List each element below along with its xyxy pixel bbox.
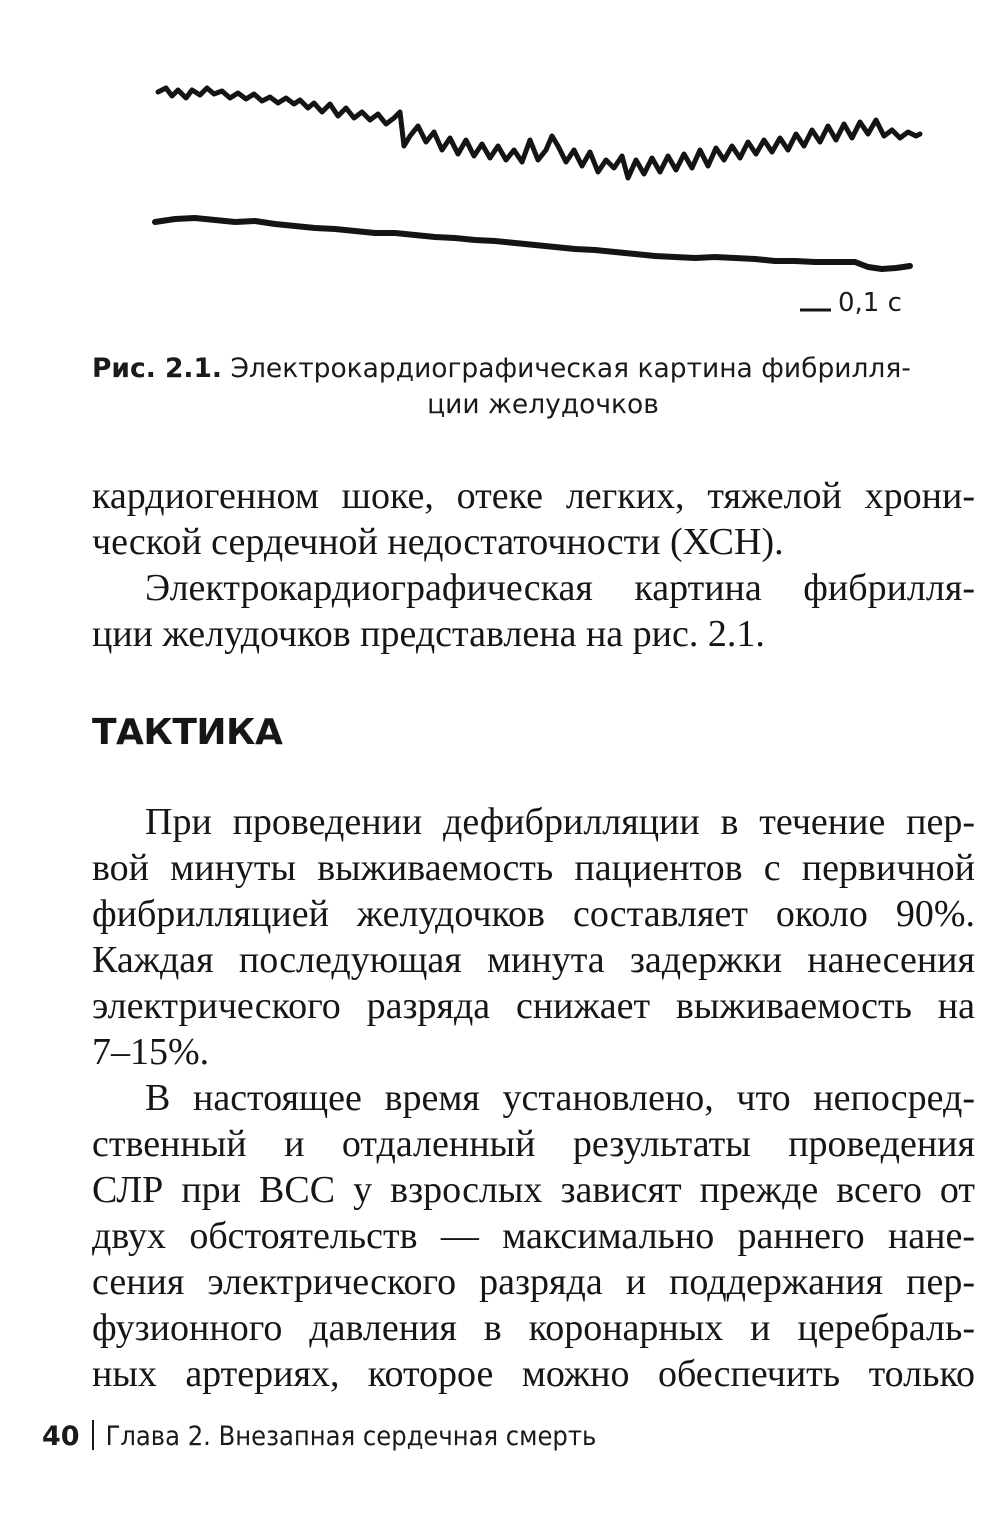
page-footer (42, 1420, 596, 1452)
section-heading: ТАКТИКА (92, 712, 283, 753)
caption-text-1: Электрокардиографическая картина фибрилля- (230, 353, 911, 384)
time-scale-label: 0,1 с (838, 288, 902, 318)
paragraph-4-line-5: сения электрического разряда и поддержания пер- (92, 1261, 975, 1303)
caption-line-1 (92, 351, 982, 387)
ecg-figure (0, 0, 1000, 340)
paragraph-4-line-2: ственный и отдаленный результаты проведения (92, 1123, 975, 1165)
paragraph-3-line-2: вой минуты выживаемость пациентов с первичной (92, 847, 975, 889)
figure-caption (92, 351, 982, 423)
paragraph-4-line-4: двух обстоятельств — максимально раннего нане- (92, 1215, 975, 1257)
caption-line-2: ции желудочков (427, 389, 659, 420)
paragraph-3-line-6: 7–15%. (92, 1031, 210, 1073)
paragraph-4-line-1: В настоящее время установлено, что непосред- (145, 1077, 975, 1119)
ecg-trace-lower (155, 218, 910, 269)
paragraph-4-line-7: ных артериях, которое можно обеспечить только (92, 1353, 975, 1395)
paragraph-1-line-1: кардиогенном шоке, отеке легких, тяжелой хрони- (92, 475, 975, 517)
caption-label: Рис. 2.1. (92, 353, 223, 384)
paragraph-4-line-3: СЛР при ВСС у взрослых зависят прежде всего от (92, 1169, 975, 1211)
chapter-title: Глава 2. Внезапная сердечная смерть (105, 1421, 597, 1452)
paragraph-3-line-1: При проведении дефибрилляции в течение пер- (145, 801, 975, 843)
footer-divider (92, 1420, 94, 1450)
ecg-trace-upper (158, 88, 920, 178)
paragraph-3-line-4: Каждая последующая минута задержки нанесения (92, 939, 975, 981)
paragraph-2-line-1: Электрокардиографическая картина фибрилля- (145, 567, 975, 609)
paragraph-4-line-6: фузионного давления в коронарных и церебраль- (92, 1307, 975, 1349)
paragraph-1-line-2: ческой сердечной недостаточности (ХСН). (92, 521, 784, 563)
page-number: 40 (42, 1421, 80, 1452)
paragraph-3-line-3: фибрилляцией желудочков составляет около 90%. (92, 893, 975, 935)
paragraph-2-line-2: ции желудочков представлена на рис. 2.1. (92, 613, 765, 655)
paragraph-3-line-5: электрического разряда снижает выживаемость на (92, 985, 975, 1027)
